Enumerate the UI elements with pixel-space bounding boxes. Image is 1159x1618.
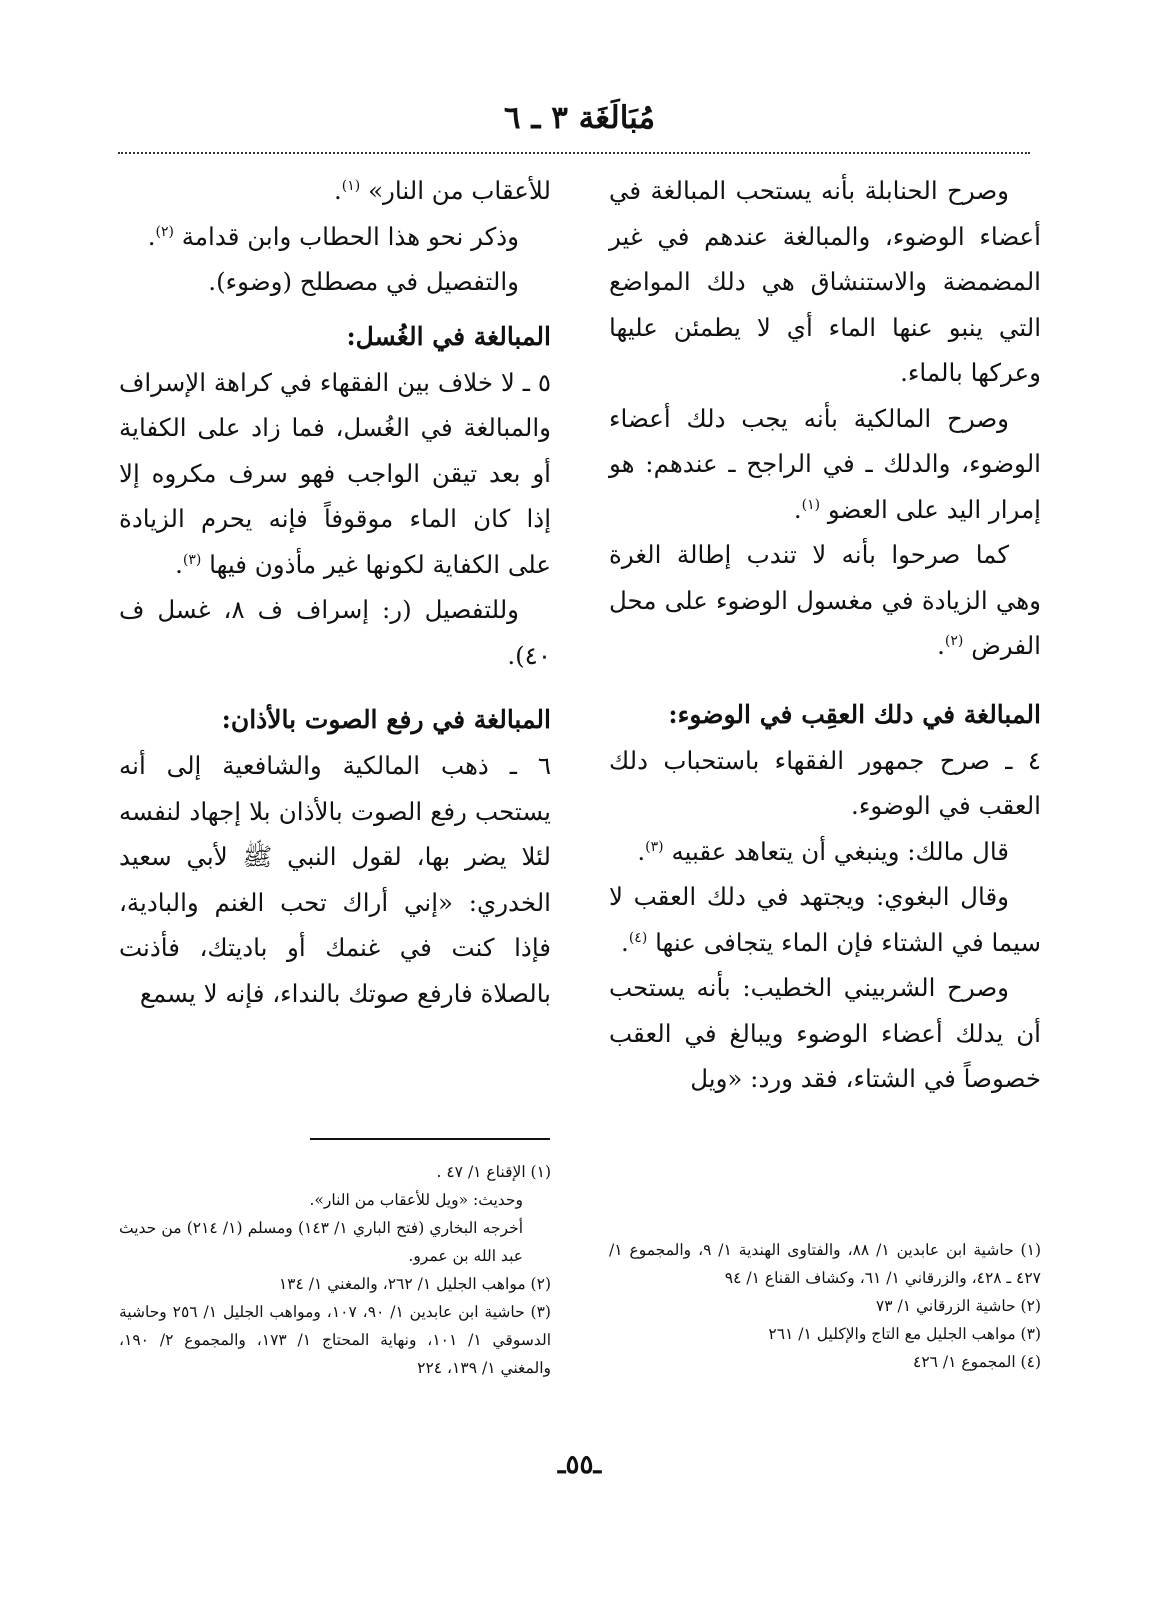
header-divider	[118, 152, 1030, 154]
paragraph: وصرح الحنابلة بأنه يستحب المبالغة في أعضاء الوضوء، والمبالغة عندهم في غير المضمضة والاستنشاق هي دلك المواضع التي ينبو عنها الماء أي لا يطمئن عليها وعركها بالماء.	[609, 176, 1041, 387]
footnote: (١) الإقناع ١/ ٤٧ .	[436, 1163, 551, 1181]
footnote-ref: (١)	[341, 177, 361, 194]
paragraph: ٦ ـ ذهب المالكية والشافعية إلى أنه يستحب رفع الصوت بالأذان بلا إجهاد لنفسه لئلا يضر بها، لقول النبي ﷺ لأبي سعيد الخدري: «إني أراك تحب الغنم والبادية، فإذا كنت في غنمك أو باديتك، فأذنت بالصلاة فارفع صوتك بالنداء، فإنه لا يسمع	[119, 751, 551, 1008]
footnote-ref: (١)	[801, 496, 821, 513]
section-heading: المبالغة في الغُسل:	[346, 321, 551, 351]
paragraph-text: للأعقاب من النار»	[368, 176, 551, 205]
footnote-ref: (٢)	[944, 632, 964, 649]
footnote-ref: (٢)	[155, 223, 174, 240]
paragraph: وصرح الشربيني الخطيب: بأنه يستحب أن يدلك أعضاء الوضوء ويبالغ في العقب خصوصاً في الشتاء، فقد ورد: «ويل	[609, 973, 1041, 1093]
page-number: ـ٥٥ـ	[557, 1450, 602, 1480]
paragraph-text: وصرح المالكية بأنه يجب دلك أعضاء الوضوء، والدلك ـ في الراجح ـ عندهم: هو إمرار اليد على العضو	[609, 403, 1041, 524]
footnotes-right	[609, 1236, 1041, 1376]
footnote: (٣) مواهب الجليل مع التاج والإكليل ١/ ٢٦١	[768, 1325, 1041, 1343]
paragraph: وقال البغوي: ويجتهد في دلك العقب لا سيما في الشتاء فإن الماء يتجافى عنها $^{(٤)}$.	[609, 882, 1041, 957]
footnote: (١) حاشية ابن عابدين ١/ ٨٨، والفتاوى الهندية ١/ ٩، والمجموع ١/ ٤٢٧ ـ ٤٢٨، والزرقاني ١/ ٦١، وكشاف القناع ١/ ٩٤	[609, 1241, 1041, 1287]
footnote: (٢) حاشية الزرقاني ١/ ٧٣	[875, 1297, 1041, 1315]
footnote-ref: (٣)	[182, 551, 202, 568]
paragraph: كما صرحوا بأنه لا تندب إطالة الغرة وهي الزيادة في مغسول الوضوء على محل الفرض $^{(٢)}$.	[609, 540, 1041, 660]
paragraph: وللتفصيل (ر: إسراف ف ٨، غسل ف ٤٠).	[119, 595, 551, 670]
page-header: مُبَالَغَة ٣ ـ ٦	[503, 100, 656, 136]
paragraph: وذكر نحو هذا الحطاب وابن قدامة $^{(٢)}$.	[147, 221, 519, 251]
footnote: (٣) حاشية ابن عابدين ١/ ٩٠، ١٠٧، ومواهب الجليل ١/ ٢٥٦ وحاشية الدسوقي ١/ ١٠١، ونهاية المحتاج ١/ ١٧٣، والمجموع ٢/ ١٩٠، والمغني ١/ ١٣٩، ٢٢٤	[119, 1303, 552, 1377]
paragraph: ٥ ـ لا خلاف بين الفقهاء في كراهة الإسراف والمبالغة في الغُسل، فما زاد على الكفاية أو بعد تيقن الواجب فهو سرف مكروه إلا إذا كان الماء موقوفاً فإنه يحرم الزيادة على الكفاية لكونها غير مأذون فيها $^{(٣)}$.	[119, 367, 551, 579]
paragraph: ٤ ـ صرح جمهور الفقهاء باستحباب دلك العقب في الوضوء.	[609, 745, 1041, 820]
paragraph: والتفصيل في مصطلح (وضوء).	[208, 267, 519, 296]
footnote-text: وحديث: «ويل للأعقاب من النار».	[309, 1191, 523, 1209]
footnote-ref: (٤)	[628, 929, 648, 946]
footnote-divider	[310, 1138, 550, 1140]
paragraph-text: ٥ ـ لا خلاف بين الفقهاء في كراهة الإسراف والمبالغة في الغُسل، فما زاد على الكفاية أو بعد تيقن الواجب فهو سرف مكروه إلا إذا كان الماء موقوفاً فإنه يحرم الزيادة على الكفاية لكونها غير مأذون فيها	[119, 367, 551, 579]
paragraph: قال مالك: وينبغي أن يتعاهد عقبيه $^{(٣)}$.	[637, 836, 1009, 866]
section-heading: المبالغة في دلك العقِب في الوضوء:	[668, 699, 1041, 729]
footnote-ref: (٣)	[645, 838, 664, 855]
paragraph-text: وقال البغوي: ويجتهد في دلك العقب لا سيما في الشتاء فإن الماء يتجافى عنها	[609, 882, 1041, 957]
paragraph-text: كما صرحوا بأنه لا تندب إطالة الغرة وهي الزيادة في مغسول الوضوء على محل الفرض	[609, 540, 1041, 660]
paragraph-text: وذكر نحو هذا الحطاب وابن قدامة	[181, 221, 519, 251]
section-heading: المبالغة في رفع الصوت بالأذان:	[221, 705, 551, 734]
footnote: (٤) المجموع ١/ ٤٢٦	[913, 1353, 1041, 1371]
footnote: (٢) مواهب الجليل ١/ ٢٦٢، والمغني ١/ ١٣٤	[278, 1275, 551, 1293]
footnotes-left	[119, 1158, 551, 1382]
right-column	[609, 168, 1041, 1102]
paragraph: للأعقاب من النار» $^{(١)}$.	[334, 176, 551, 205]
paragraph-text: قال مالك: وينبغي أن يتعاهد عقبيه	[671, 836, 1009, 866]
paragraph: وصرح المالكية بأنه يجب دلك أعضاء الوضوء، والدلك ـ في الراجح ـ عندهم: هو إمرار اليد على العضو $^{(١)}$.	[609, 403, 1041, 524]
left-column	[119, 168, 551, 1016]
footnote-text: أخرجه البخاري (فتح الباري ١/ ١٤٣) ومسلم (١/ ٢١٤) من حديث عبد الله بن عمرو.	[119, 1219, 523, 1265]
